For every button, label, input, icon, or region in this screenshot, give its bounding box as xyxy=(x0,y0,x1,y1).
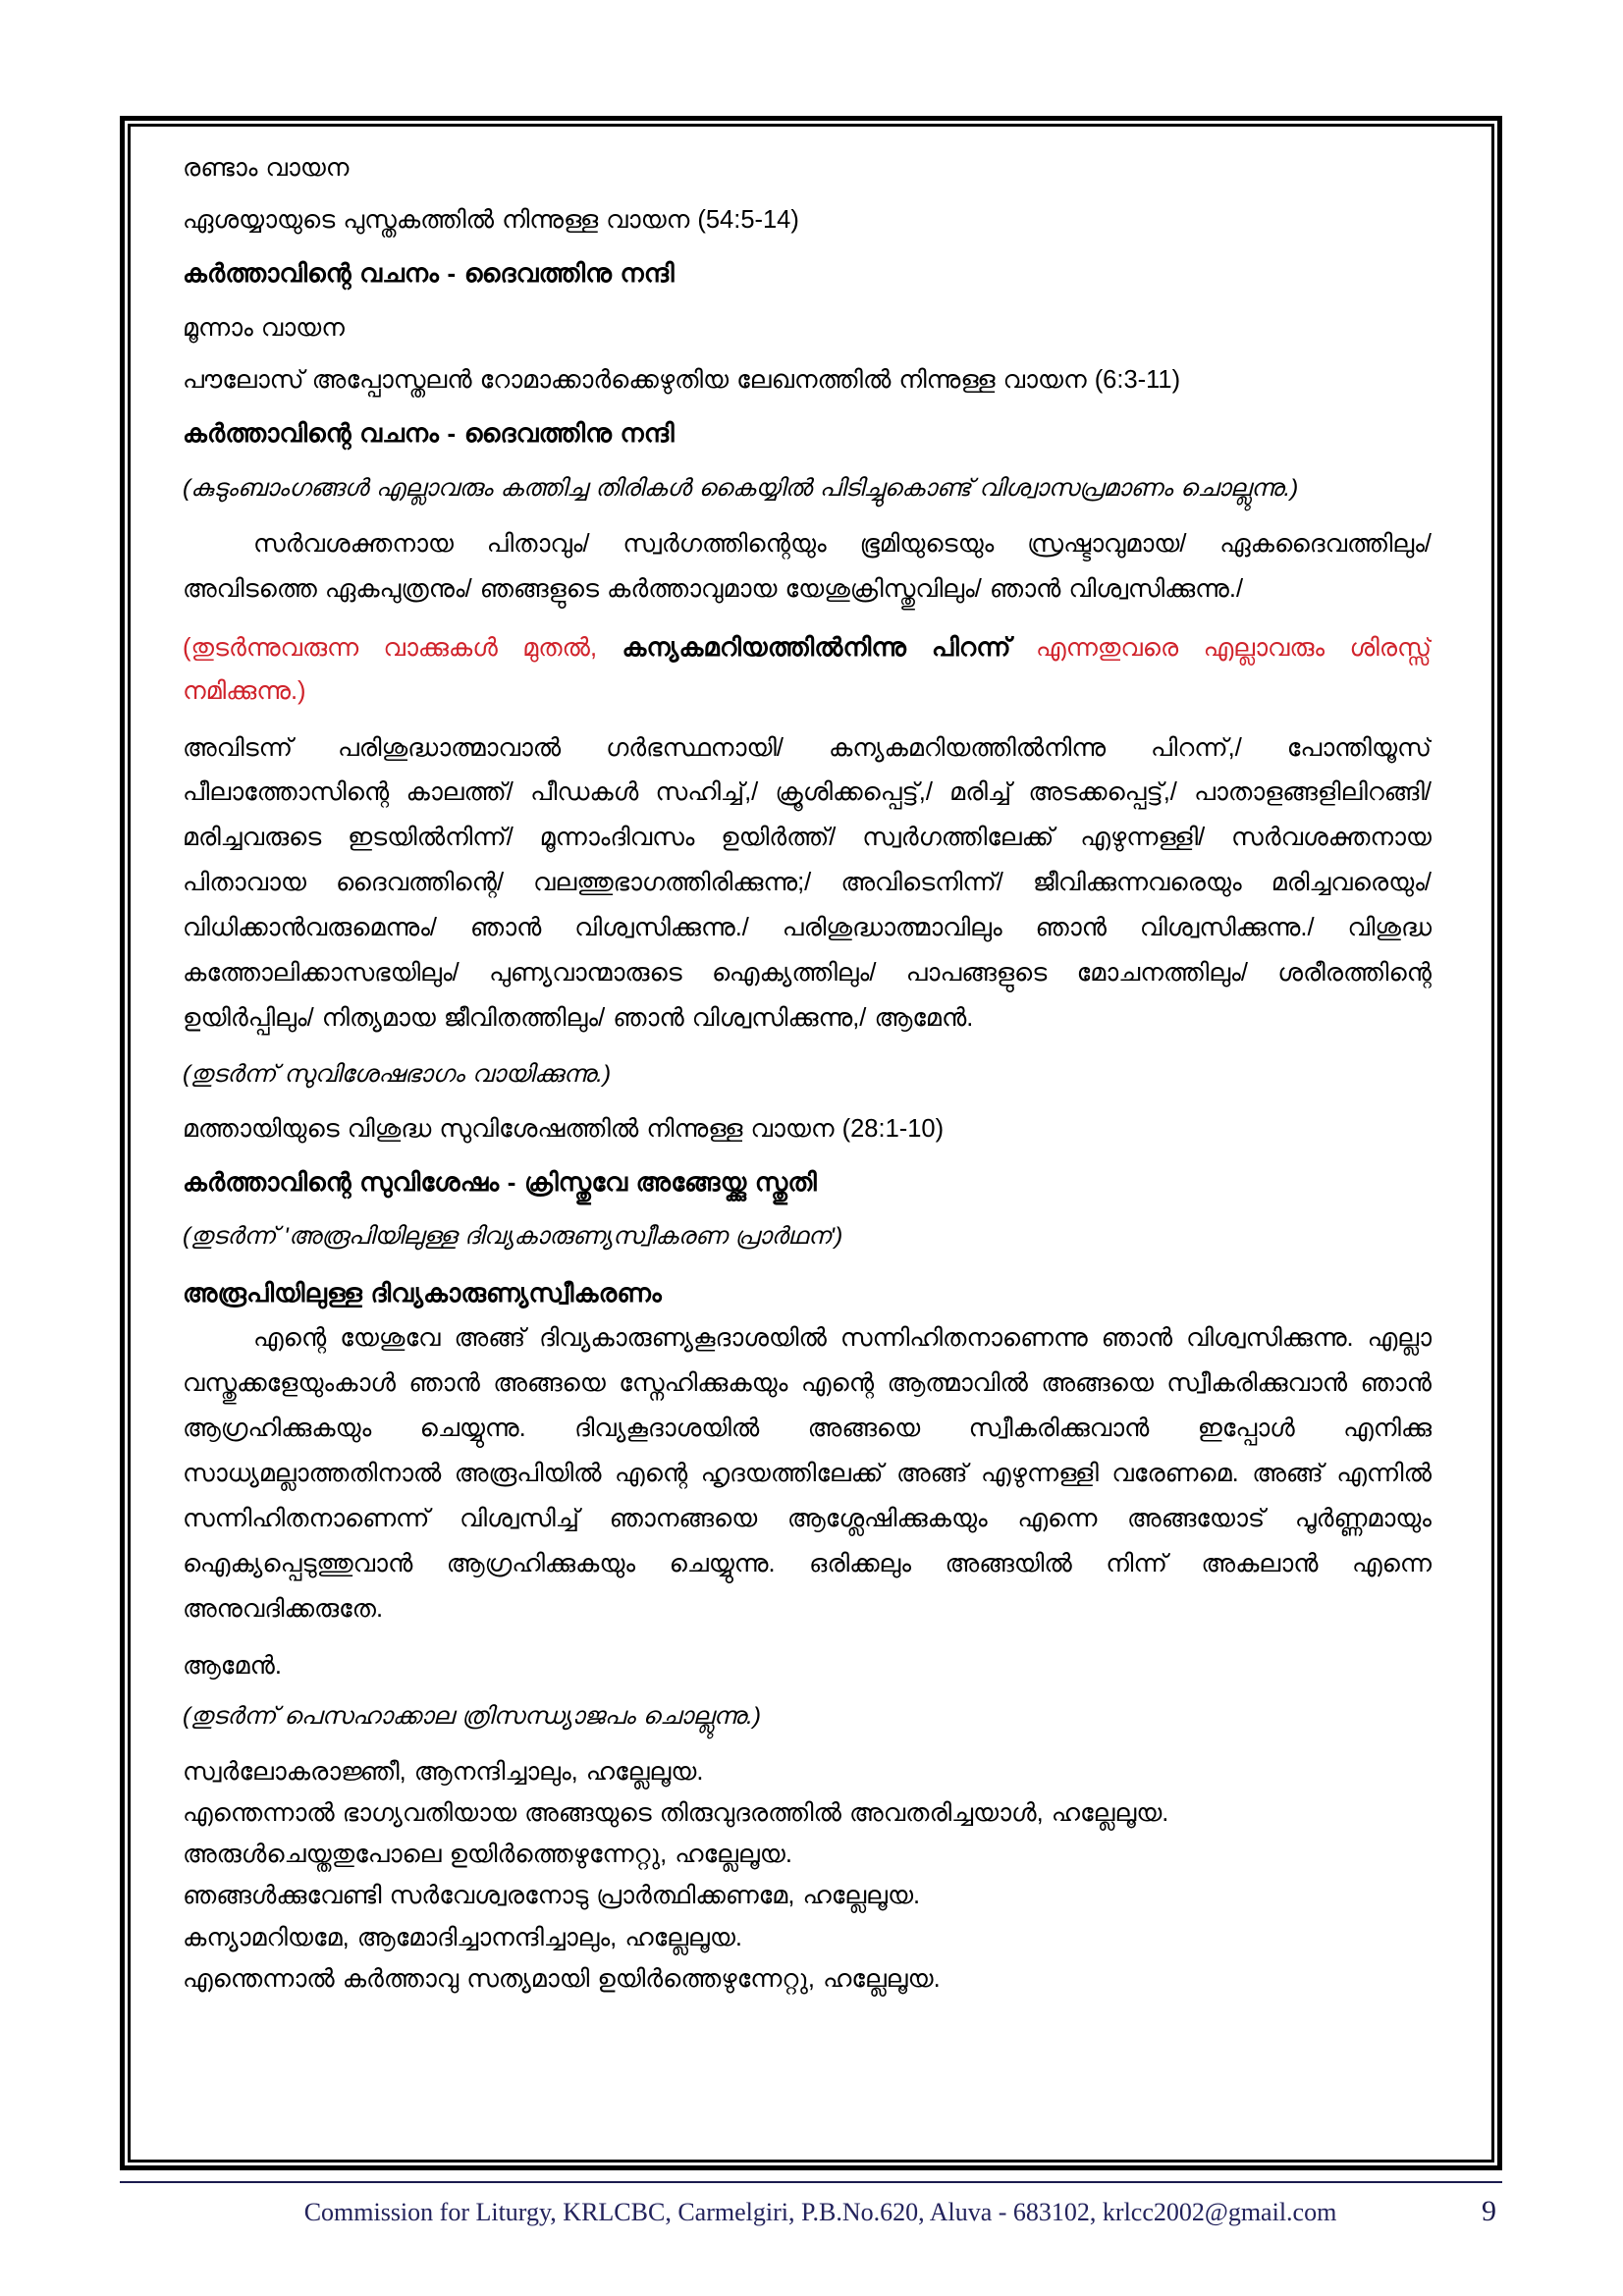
list-item: ഞങ്ങൾക്കുവേണ്ടി സർവേശ്വരനോടു പ്രാർത്ഥിക്കണമേ, ഹല്ലേലൂയ. xyxy=(183,1882,921,1910)
rubric-candles: (കുടുംബാംഗങ്ങൾ എല്ലാവരും കത്തിച്ച തിരികൾ കൈയ്യിൽ പിടിച്ചുകൊണ്ട് വിശ്വാസപ്രമാണം ചൊല്ലുന്നു.) xyxy=(183,474,1299,502)
footer-divider xyxy=(120,2181,1502,2183)
prayer-amen: ആമേൻ. xyxy=(183,1651,282,1680)
rubric-bow-head xyxy=(183,625,1432,714)
third-reading-source: പൗലോസ് അപ്പോസ്തലൻ റോമാക്കാർക്കെഴുതിയ ലേഖനത്തിൽ നിന്നുള്ള വായന (6:3-11) xyxy=(183,366,1181,395)
list-item: എന്തെന്നാൽ ഭാഗ്യവതിയായ അങ്ങയുടെ തിരുവുദരത്തിൽ അവതരിച്ചയാൾ, ഹല്ലേലൂയ. xyxy=(183,1798,1169,1827)
response-word-of-lord-1: കർത്താവിന്റെ വചനം - ദൈവത്തിനു നന്ദി xyxy=(183,257,675,288)
creed-part-one: സർവശക്തനായ പിതാവും/ സ്വർഗത്തിന്റെയും ഭൂമിയുടെയും സ്രഷ്ടാവുമായ/ ഏകദൈവത്തിലും/ അവിടത്തെ ഏകപുത്രനും/ ഞങ്ങളുടെ കർത്താവുമായ യേശുക്രിസ്തുവിലും/ ഞാൻ വിശ്വസിക്കുന്നു./ xyxy=(183,530,1432,603)
regina-caeli-verses xyxy=(183,1751,1432,2001)
page-footer xyxy=(120,2195,1502,2228)
second-reading-source: ഏശയ്യായുടെ പുസ്തകത്തിൽ നിന്നുള്ള വായന (54:5-14) xyxy=(183,205,799,234)
list-item: അരുൾചെയ്തതുപോലെ ഉയിർത്തെഴുന്നേറ്റു, ഹല്ലേലൂയ. xyxy=(183,1841,792,1869)
rubric-gospel-reading: (തുടർന്ന് സുവിശേഷഭാഗം വായിക്കുന്നു.) xyxy=(183,1060,612,1088)
list-item: സ്വർലോകരാജ്ഞീ, ആനന്ദിച്ചാലും, ഹല്ലേലൂയ. xyxy=(183,1757,704,1786)
footer-contact-text: Commission for Liturgy, KRLCBC, Carmelgiri, P.B.No.620, Aluva - 683102, krlcc2002@gmail.com xyxy=(303,2198,1337,2226)
rubric-bow-head-red-end: എന്നതുവരെ എല്ലാവരും ശിരസ്സ് നമിക്കുന്നു.) xyxy=(183,633,1432,705)
rubric-spiritual-communion: (തുടർന്ന് 'അരൂപിയിലുള്ള ദിവ്യകാരുണ്യസ്വീകരണ പ്രാർഥന') xyxy=(183,1223,843,1251)
response-word-of-lord-2: കർത്താവിന്റെ വചനം - ദൈവത്തിനു നന്ദി xyxy=(183,418,675,449)
list-item: കന്യാമറിയമേ, ആമോദിച്ചാനന്ദിച്ചാലും, ഹല്ലേലൂയ. xyxy=(183,1923,742,1951)
response-gospel: കർത്താവിന്റെ സുവിശേഷം - ക്രിസ്തുവേ അങ്ങേയ്ക്കു സ്തുതി xyxy=(183,1166,817,1197)
page-content xyxy=(183,147,1432,2140)
rubric-bow-head-black-middle: കന്യകമറിയത്തിൽനിന്നു പിറന്ന് xyxy=(622,631,1011,662)
rubric-bow-head-red-start: (തുടർന്നുവരുന്ന വാക്കുകൾ മുതൽ, xyxy=(183,633,622,662)
creed-part-two: അവിടന്ന് പരിശുദ്ധാത്മാവാൽ ഗർഭസ്ഥനായി/ കന്യകമറിയത്തിൽനിന്നു പിറന്ന്,/ പോന്തിയൂസ് പീലാത്തോസിന്റെ കാലത്ത്/ പീഡകൾ സഹിച്ച്,/ ക്രൂശിക്കപ്പെട്ട്,/ മരിച്ച് അടക്കപ്പെട്ട്,/ പാതാളങ്ങളിലിറങ്ങി/ മരിച്ചവരുടെ ഇടയിൽനിന്ന്/ മൂന്നാംദിവസം ഉയിർത്ത്/ സ്വർഗത്തിലേക്ക് എഴുന്നള്ളി/ സർവശക്തനായ പിതാവായ ദൈവത്തിന്റെ/ വലത്തുഭാഗത്തിരിക്കുന്നു;/ അവിടെനിന്ന്/ ജീവിക്കുന്നവരെയും മരിച്ചവരെയും/ വിധിക്കാൻവരുമെന്നും/ ഞാൻ വിശ്വസിക്കുന്നു./ പരിശുദ്ധാത്മാവിലും ഞാൻ വിശ്വസിക്കുന്നു./ വിശുദ്ധ കത്തോലിക്കാസഭയിലും/ പുണ്യവാന്മാരുടെ ഐക്യത്തിലും/ പാപങ്ങളുടെ മോചനത്തിലും/ ശരീരത്തിന്റെ ഉയിർപ്പിലും/ നിത്യമായ ജീവിതത്തിലും/ ഞാൻ വിശ്വസിക്കുന്നു,/ ആമേൻ. xyxy=(183,733,1432,1032)
third-reading-label: മൂന്നാം വായന xyxy=(183,314,345,343)
gospel-source: മത്തായിയുടെ വിശുദ്ധ സുവിശേഷത്തിൽ നിന്നുള്ള വായന (28:1-10) xyxy=(183,1114,945,1143)
page-number: 9 xyxy=(1482,2195,1496,2227)
list-item: എന്തെന്നാൽ കർത്താവു സത്യമായി ഉയിർത്തെഴുന്നേറ്റു, ഹല്ലേലൂയ. xyxy=(183,1965,941,1994)
prayer-spiritual-communion: എന്റെ യേശുവേ അങ്ങ് ദിവ്യകാരുണ്യകൂദാശയിൽ സന്നിഹിതനാണെന്നു ഞാൻ വിശ്വസിക്കുന്നു. എല്ലാ വസ്തുക്കളേയുംകാൾ ഞാൻ അങ്ങയെ സ്നേഹിക്കുകയും എന്റെ ആത്മാവിൽ അങ്ങയെ സ്വീകരിക്കുവാൻ ഞാൻ ആഗ്രഹിക്കുകയും ചെയ്യുന്നു. ദിവ്യകൂദാശയിൽ അങ്ങയെ സ്വീകരിക്കുവാൻ ഇപ്പോൾ എനിക്കു സാധ്യമല്ലാത്തതിനാൽ അരൂപിയിൽ എന്റെ ഹൃദയത്തിലേക്ക് അങ്ങ് എഴുന്നള്ളി വരേണമെ. അങ്ങ് എന്നിൽ സന്നിഹിതനാണെന്ന് വിശ്വസിച്ച് ഞാനങ്ങയെ ആശ്ലേഷിക്കുകയും എന്നെ അങ്ങയോട് പൂർണ്ണമായും ഐക്യപ്പെടുത്തുവാൻ ആഗ്രഹിക്കുകയും ചെയ്യുന്നു. ഒരിക്കലും അങ്ങയിൽ നിന്ന് അകലാൻ എന്നെ അനുവദിക്കരുതേ. xyxy=(183,1324,1432,1623)
second-reading-label: രണ്ടാം വായന xyxy=(183,154,350,182)
rubric-regina-caeli: (തുടർന്ന് പെസഹാക്കാല ത്രിസന്ധ്യാജപം ചൊല്ലുന്നു.) xyxy=(183,1703,761,1731)
heading-spiritual-communion: അരൂപിയിലുള്ള ദിവ്യകാരുണ്യസ്വീകരണം xyxy=(183,1277,663,1308)
